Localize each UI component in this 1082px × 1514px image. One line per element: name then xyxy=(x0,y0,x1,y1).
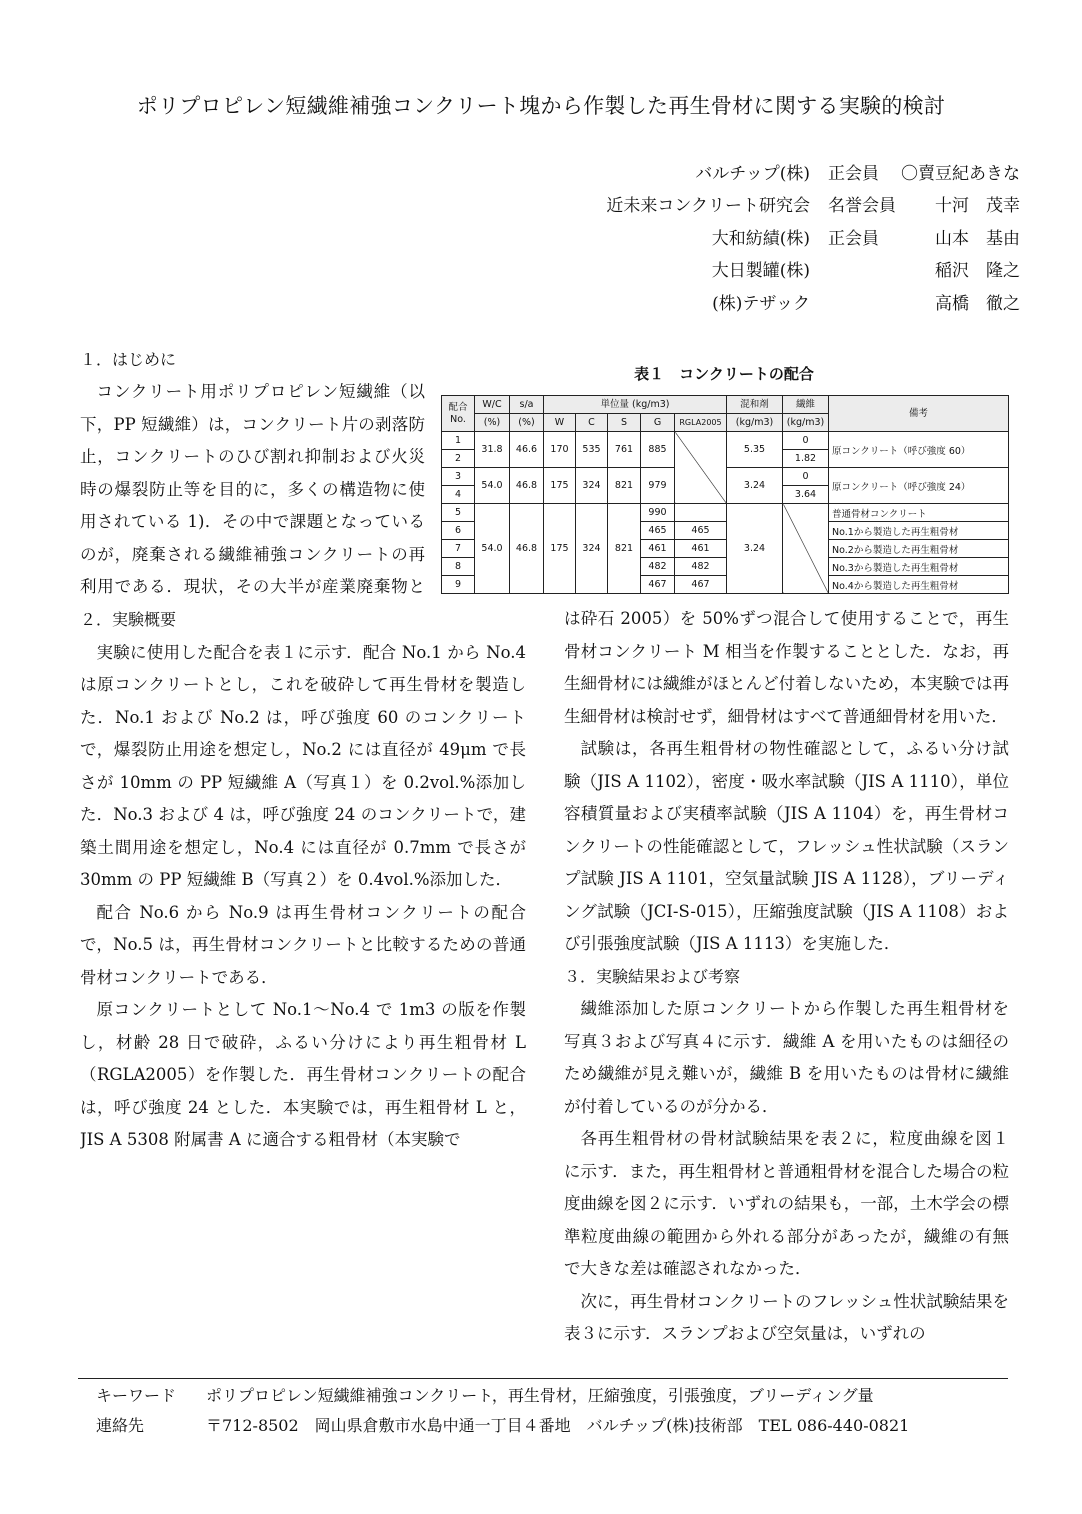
cell-w: 170 xyxy=(544,432,576,468)
cell-sa: 46.8 xyxy=(510,504,544,594)
cell-s: 821 xyxy=(608,468,641,504)
cell-fiber-empty xyxy=(783,504,829,594)
paragraph: 試験は，各再生粗骨材の物性確認として，ふるい分け試験（JIS A 1102），密度・吸水率試験（JIS A 1110），単位容積質量および実積率試験（JIS A 1104）を，再生骨材コンクリートの性能確認として，フレッシュ性状試験（スランプ試験 JIS A 1101，空気量試験 JIS A 1128），ブリーディング試験（JCI-S-015），圧縮強度試験（JIS A 1108）および引張強度試験（JIS A 1113）を実施した． xyxy=(564,739,1009,953)
section-heading: ２．実験概要 xyxy=(80,610,177,629)
header-fiber-unit: (kg/m3) xyxy=(783,414,829,432)
cell-note: No.4から製造した再生粗骨材 xyxy=(829,576,1009,594)
author-name: 高橋 徹之 xyxy=(935,293,1020,314)
author-row xyxy=(540,188,1020,221)
header-wc-unit: (%) xyxy=(475,414,510,432)
cell-rgl-empty xyxy=(675,432,727,504)
author-list xyxy=(540,155,1020,318)
contact-text: 〒712-8502 岡山県倉敷市水島中通一丁目４番地 バルチップ(株)技術部 TEL 086-440-0821 xyxy=(206,1415,910,1435)
author-row xyxy=(540,155,1020,188)
cell-g: 465 xyxy=(641,522,675,540)
author-membership: 正会員 xyxy=(828,163,879,184)
author-affiliation: 近未来コンクリート研究会 xyxy=(606,196,810,217)
cell-note: No.1から製造した再生粗骨材 xyxy=(829,522,1009,540)
cell-note: 原コンクリート（呼び強度 60） xyxy=(829,432,1009,468)
intro-text: コンクリート用ポリプロピレン短繊維（以下，PP 短繊維）は，コンクリート片の剥落防止，コンクリートのひび割れ抑制および火災時の爆裂防止等を目的に，多くの構造物に使用されている 1)．その中で課題となっているのが，廃棄される繊維補強コンクリートの再利用である．現状，その大半が産業廃棄物と xyxy=(80,382,425,596)
cell-g: 467 xyxy=(641,576,675,594)
author-affiliation: 大日製罐(株) xyxy=(711,261,810,282)
paragraph: 各再生粗骨材の骨材試験結果を表２に，粒度曲線を図１に示す．また，再生粗骨材と普通粗骨材を混合した場合の粒度曲線を図２に示す．いずれの結果も，一部，土木学会の標準粒度曲線の範囲から外れる部分があったが，繊維の有無で大きな差は確認されなかった． xyxy=(564,1129,1009,1278)
cell-g: 461 xyxy=(641,540,675,558)
author-membership: 名誉会員 xyxy=(828,196,896,217)
section-heading: ３．実験結果および考察 xyxy=(564,966,741,986)
cell-rgl: 461 xyxy=(675,540,727,558)
cell-sa: 46.8 xyxy=(510,468,544,504)
cell-no: 3 xyxy=(442,468,475,486)
author-row xyxy=(540,220,1020,253)
header-rgl: RGLA2005 xyxy=(675,414,727,432)
cell-fiber: 3.64 xyxy=(783,486,829,504)
header-fiber: 繊維 xyxy=(783,396,829,414)
paper-title: ポリプロピレン短繊維補強コンクリート塊から作製した再生骨材に関する実験的検討 xyxy=(136,94,946,118)
header-sa: s/a xyxy=(510,396,544,414)
cell-c: 535 xyxy=(576,432,608,468)
author-name: 稲沢 隆之 xyxy=(935,261,1020,282)
cell-g: 990 xyxy=(641,504,675,522)
author-name: 〇賣豆紀あきな xyxy=(901,163,1020,184)
header-g: G xyxy=(641,414,675,432)
cell-no: 6 xyxy=(442,522,475,540)
header-admixture-unit: (kg/m3) xyxy=(727,414,783,432)
author-name: 十河 茂幸 xyxy=(935,196,1020,217)
cell-note: No.2から製造した再生粗骨材 xyxy=(829,540,1009,558)
cell-rgl: 465 xyxy=(675,522,727,540)
left-column-top xyxy=(80,344,425,377)
cell-rgl: 482 xyxy=(675,558,727,576)
cell-no: 1 xyxy=(442,432,475,450)
cell-no: 5 xyxy=(442,504,475,522)
keywords-label: キーワード xyxy=(96,1385,177,1405)
cell-fiber: 0 xyxy=(783,432,829,450)
header-c: C xyxy=(576,414,608,432)
cell-no: 7 xyxy=(442,540,475,558)
table-row xyxy=(442,504,1009,522)
header-admixture: 混和剤 xyxy=(727,396,783,414)
header-s: S xyxy=(608,414,641,432)
cell-w: 175 xyxy=(544,504,576,594)
author-row xyxy=(540,285,1020,318)
keywords-text: ポリプロピレン短繊維補強コンクリート，再生骨材，圧縮強度，引張強度，ブリーディング量 xyxy=(206,1385,874,1405)
paragraph: 配合 No.6 から No.9 は再生骨材コンクリートの配合で，No.5 は，再生骨材コンクリートと比較するための普通骨材コンクリートである． xyxy=(80,902,526,987)
cell-note: No.3から製造した再生粗骨材 xyxy=(829,558,1009,576)
paragraph: 繊維添加した原コンクリートから作製した再生粗骨材を写真３および写真４に示す．繊維 A を用いたものは細径のため繊維が見え難いが，繊維 B を用いたものは骨材に繊維が付着しているのが分かる． xyxy=(564,999,1009,1116)
cell-w: 175 xyxy=(544,468,576,504)
table-row xyxy=(442,432,1009,450)
header-unit-weight: 単位量 (kg/m3) xyxy=(544,396,727,414)
cell-c: 324 xyxy=(576,504,608,594)
author-affiliation: バルチップ(株) xyxy=(695,163,810,184)
header-mix-no: 配合 No. xyxy=(442,396,475,432)
contact-row xyxy=(96,1409,1008,1439)
cell-c: 324 xyxy=(576,468,608,504)
contact-label: 連絡先 xyxy=(96,1415,145,1435)
cell-sa: 46.6 xyxy=(510,432,544,468)
author-row xyxy=(540,253,1020,286)
header-sa-unit: (%) xyxy=(510,414,544,432)
cell-note: 原コンクリート（呼び強度 24） xyxy=(829,468,1009,504)
cell-no: 4 xyxy=(442,486,475,504)
keywords-row xyxy=(96,1379,1008,1409)
cell-admixture: 5.35 xyxy=(727,432,783,468)
header-wc: W/C xyxy=(475,396,510,414)
cell-no: 8 xyxy=(442,558,475,576)
cell-fiber: 0 xyxy=(783,468,829,486)
author-name: 山本 基由 xyxy=(935,228,1020,249)
author-membership: 正会員 xyxy=(828,228,879,249)
cell-admixture: 3.24 xyxy=(727,504,783,594)
mix-proportion-table xyxy=(441,395,1009,594)
header-w: W xyxy=(544,414,576,432)
header-note: 備考 xyxy=(829,396,1009,432)
paragraph: 実験に使用した配合を表１に示す．配合 No.1 から No.4 は原コンクリートとし，これを破砕して再生骨材を製造した．No.1 および No.2 は，呼び強度 60 のコンクリートで，爆裂防止用途を想定し，No.2 には直径が 49μm で長さが 10mm の PP 短繊維 A（写真１）を 0.2vol.%添加した．No.3 および 4 は，呼び強度 24 のコンクリートで，建築土間用途を想定し，No.4 には直径が 0.7mm で長さが 30mm の PP 短繊維 B（写真２）を 0.4vol.%添加した． xyxy=(80,642,526,889)
paragraph: は砕石 2005）を 50%ずつ混合して使用することで，再生骨材コンクリート M 相当を作製することとした．なお，再生細骨材には繊維がほとんど付着しないため，本実験では再生細骨材は検討せず，細骨材はすべて普通細骨材を用いた． xyxy=(564,609,1009,726)
cell-g: 885 xyxy=(641,432,675,468)
cell-note: 普通骨材コンクリート xyxy=(829,504,1009,522)
cell-s: 761 xyxy=(608,432,641,468)
left-column-continued xyxy=(80,604,526,1157)
table-caption: 表１ コンクリートの配合 xyxy=(634,365,814,383)
cell-admixture: 3.24 xyxy=(727,468,783,504)
cell-rgl: 467 xyxy=(675,576,727,594)
author-affiliation: 大和紡績(株) xyxy=(711,228,810,249)
cell-g: 979 xyxy=(641,468,675,504)
cell-fiber: 1.82 xyxy=(783,450,829,468)
cell-g: 482 xyxy=(641,558,675,576)
cell-no: 9 xyxy=(442,576,475,594)
cell-wc: 54.0 xyxy=(475,504,510,594)
cell-no: 2 xyxy=(442,450,475,468)
right-column xyxy=(564,603,1009,1373)
paragraph: 原コンクリートとして No.1～No.4 で 1m3 の版を作製し，材齢 28 日で破砕，ふるい分けにより再生粗骨材 L（RGLA2005）を作製した．再生骨材コンクリートの配合は，呼び強度 24 とした．本実験では，再生粗骨材 L と，JIS A 5308 附属書 A に適合する粗骨材（本実験で xyxy=(80,1000,526,1149)
cell-rgl xyxy=(675,504,727,522)
paragraph: 次に，再生骨材コンクリートのフレッシュ性状試験結果を表３に示す．スランプおよび空気量は，いずれの xyxy=(564,1291,1009,1343)
cell-s: 821 xyxy=(608,504,641,594)
cell-wc: 31.8 xyxy=(475,432,510,468)
author-affiliation: (株)テザック xyxy=(712,293,810,314)
cell-wc: 54.0 xyxy=(475,468,510,504)
footer xyxy=(78,1378,1008,1439)
section-heading: １．はじめに xyxy=(80,350,177,369)
